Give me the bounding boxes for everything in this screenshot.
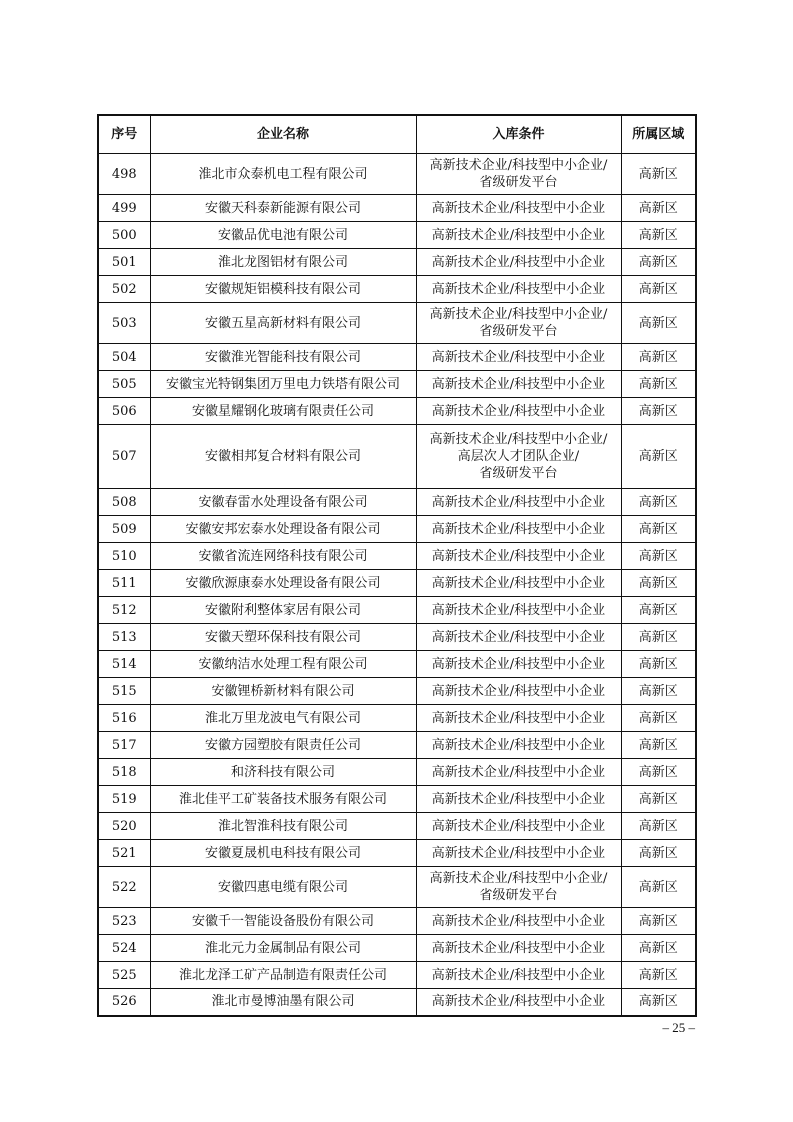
criteria-line: 高新技术企业/科技型中小企业 <box>431 994 606 1010</box>
cell-admission-criteria <box>416 570 621 597</box>
cell-company-name: 安徽四惠电缆有限公司 <box>150 867 416 908</box>
cell-serial: 509 <box>98 516 150 543</box>
cell-admission-criteria <box>416 249 621 276</box>
cell-region: 高新区 <box>621 276 696 303</box>
cell-region: 高新区 <box>621 371 696 398</box>
cell-admission-criteria <box>416 867 621 908</box>
table-row <box>98 344 696 371</box>
cell-serial: 511 <box>98 570 150 597</box>
criteria-line: 高新技术企业/科技型中小企业 <box>431 200 606 216</box>
cell-region: 高新区 <box>621 908 696 935</box>
cell-region: 高新区 <box>621 195 696 222</box>
cell-company-name: 安徽安邦宏泰水处理设备有限公司 <box>150 516 416 543</box>
criteria-line: 高新技术企业/科技型中小企业 <box>431 913 606 929</box>
cell-admission-criteria <box>416 908 621 935</box>
cell-company-name: 安徽千一智能设备股份有限公司 <box>150 908 416 935</box>
cell-admission-criteria <box>416 624 621 651</box>
table-header-row <box>98 115 696 154</box>
cell-admission-criteria <box>416 195 621 222</box>
cell-company-name: 淮北佳平工矿装备技术服务有限公司 <box>150 786 416 813</box>
cell-company-name: 安徽品优电池有限公司 <box>150 222 416 249</box>
table-row <box>98 732 696 759</box>
table-row <box>98 425 696 489</box>
cell-region: 高新区 <box>621 732 696 759</box>
table-body <box>98 154 696 1016</box>
criteria-line: 省级研发平台 <box>479 466 558 481</box>
cell-region: 高新区 <box>621 786 696 813</box>
criteria-line: 高新技术企业/科技型中小企业 <box>431 791 606 807</box>
criteria-line: 高新技术企业/科技型中小企业 <box>431 281 606 297</box>
cell-admission-criteria <box>416 597 621 624</box>
cell-region: 高新区 <box>621 222 696 249</box>
cell-serial: 526 <box>98 989 150 1016</box>
cell-region: 高新区 <box>621 543 696 570</box>
criteria-line: 高新技术企业/科技型中小企业 <box>431 764 606 780</box>
cell-company-name: 安徽淮光智能科技有限公司 <box>150 344 416 371</box>
cell-admission-criteria <box>416 732 621 759</box>
table-row <box>98 398 696 425</box>
table-row <box>98 624 696 651</box>
cell-admission-criteria <box>416 813 621 840</box>
table-row <box>98 154 696 195</box>
cell-company-name: 淮北市曼博油墨有限公司 <box>150 989 416 1016</box>
cell-region: 高新区 <box>621 398 696 425</box>
cell-region: 高新区 <box>621 840 696 867</box>
cell-region: 高新区 <box>621 154 696 195</box>
criteria-line: 高新技术企业/科技型中小企业/ <box>429 307 608 322</box>
cell-admission-criteria <box>416 705 621 732</box>
cell-serial: 523 <box>98 908 150 935</box>
cell-admission-criteria <box>416 344 621 371</box>
table-row <box>98 570 696 597</box>
table-row <box>98 813 696 840</box>
cell-region: 高新区 <box>621 570 696 597</box>
table-row <box>98 195 696 222</box>
table-row <box>98 989 696 1016</box>
criteria-line: 高新技术企业/科技型中小企业 <box>431 575 606 591</box>
cell-serial: 516 <box>98 705 150 732</box>
cell-serial: 510 <box>98 543 150 570</box>
cell-admission-criteria <box>416 398 621 425</box>
cell-company-name: 安徽宝光特钢集团万里电力铁塔有限公司 <box>150 371 416 398</box>
cell-serial: 522 <box>98 867 150 908</box>
cell-admission-criteria <box>416 222 621 249</box>
cell-region: 高新区 <box>621 962 696 989</box>
cell-serial: 519 <box>98 786 150 813</box>
header-company-name: 企业名称 <box>150 115 416 154</box>
criteria-line: 高新技术企业/科技型中小企业 <box>431 845 606 861</box>
criteria-line: 高新技术企业/科技型中小企业/ <box>429 432 608 447</box>
cell-serial: 502 <box>98 276 150 303</box>
criteria-line: 高新技术企业/科技型中小企业 <box>431 376 606 392</box>
cell-serial: 517 <box>98 732 150 759</box>
cell-company-name: 安徽天塑环保科技有限公司 <box>150 624 416 651</box>
header-region: 所属区域 <box>621 115 696 154</box>
criteria-line: 省级研发平台 <box>479 175 558 190</box>
cell-region: 高新区 <box>621 344 696 371</box>
cell-serial: 524 <box>98 935 150 962</box>
cell-region: 高新区 <box>621 651 696 678</box>
cell-region: 高新区 <box>621 989 696 1016</box>
table-row <box>98 249 696 276</box>
cell-region: 高新区 <box>621 867 696 908</box>
criteria-line: 高新技术企业/科技型中小企业 <box>431 656 606 672</box>
cell-region: 高新区 <box>621 678 696 705</box>
cell-admission-criteria <box>416 303 621 344</box>
criteria-line: 高新技术企业/科技型中小企业 <box>431 548 606 564</box>
cell-company-name: 安徽附利整体家居有限公司 <box>150 597 416 624</box>
table-row <box>98 371 696 398</box>
cell-serial: 504 <box>98 344 150 371</box>
cell-company-name: 安徽规矩铝模科技有限公司 <box>150 276 416 303</box>
cell-serial: 506 <box>98 398 150 425</box>
criteria-line: 高新技术企业/科技型中小企业 <box>431 494 606 510</box>
table-row <box>98 962 696 989</box>
criteria-line: 高层次人才团队企业/ <box>457 449 580 464</box>
criteria-line: 高新技术企业/科技型中小企业 <box>431 227 606 243</box>
cell-serial: 503 <box>98 303 150 344</box>
cell-region: 高新区 <box>621 303 696 344</box>
cell-company-name: 安徽相邦复合材料有限公司 <box>150 425 416 489</box>
cell-region: 高新区 <box>621 425 696 489</box>
table-row <box>98 867 696 908</box>
table-row <box>98 597 696 624</box>
cell-company-name: 安徽五星高新材料有限公司 <box>150 303 416 344</box>
cell-serial: 512 <box>98 597 150 624</box>
criteria-line: 高新技术企业/科技型中小企业 <box>431 521 606 537</box>
enterprise-table <box>97 114 697 1017</box>
criteria-line: 省级研发平台 <box>479 324 558 339</box>
cell-admission-criteria <box>416 840 621 867</box>
cell-company-name: 安徽欣源康泰水处理设备有限公司 <box>150 570 416 597</box>
criteria-line: 高新技术企业/科技型中小企业/ <box>429 871 608 886</box>
criteria-line: 高新技术企业/科技型中小企业 <box>431 629 606 645</box>
cell-company-name: 淮北龙图铝材有限公司 <box>150 249 416 276</box>
table-row <box>98 303 696 344</box>
cell-admission-criteria <box>416 759 621 786</box>
cell-serial: 507 <box>98 425 150 489</box>
criteria-line: 高新技术企业/科技型中小企业 <box>431 737 606 753</box>
cell-serial: 515 <box>98 678 150 705</box>
table-row <box>98 276 696 303</box>
cell-serial: 521 <box>98 840 150 867</box>
table-row <box>98 935 696 962</box>
criteria-line: 高新技术企业/科技型中小企业 <box>431 254 606 270</box>
cell-company-name: 淮北智淮科技有限公司 <box>150 813 416 840</box>
cell-serial: 520 <box>98 813 150 840</box>
cell-admission-criteria <box>416 489 621 516</box>
cell-admission-criteria <box>416 276 621 303</box>
cell-company-name: 安徽纳洁水处理工程有限公司 <box>150 651 416 678</box>
cell-company-name: 淮北市众泰机电工程有限公司 <box>150 154 416 195</box>
cell-company-name: 安徽夏晟机电科技有限公司 <box>150 840 416 867</box>
cell-admission-criteria <box>416 786 621 813</box>
cell-region: 高新区 <box>621 813 696 840</box>
criteria-line: 高新技术企业/科技型中小企业 <box>431 602 606 618</box>
cell-company-name: 安徽春雷水处理设备有限公司 <box>150 489 416 516</box>
cell-serial: 500 <box>98 222 150 249</box>
cell-serial: 508 <box>98 489 150 516</box>
criteria-line: 高新技术企业/科技型中小企业 <box>431 818 606 834</box>
cell-region: 高新区 <box>621 935 696 962</box>
cell-region: 高新区 <box>621 705 696 732</box>
table-row <box>98 786 696 813</box>
cell-company-name: 淮北元力金属制品有限公司 <box>150 935 416 962</box>
table-row <box>98 543 696 570</box>
cell-serial: 501 <box>98 249 150 276</box>
cell-serial: 499 <box>98 195 150 222</box>
cell-admission-criteria <box>416 935 621 962</box>
cell-company-name: 安徽天科泰新能源有限公司 <box>150 195 416 222</box>
cell-admission-criteria <box>416 516 621 543</box>
cell-region: 高新区 <box>621 516 696 543</box>
cell-admission-criteria <box>416 425 621 489</box>
table-row <box>98 651 696 678</box>
cell-serial: 505 <box>98 371 150 398</box>
cell-company-name: 安徽锂桥新材料有限公司 <box>150 678 416 705</box>
cell-company-name: 安徽方园塑胶有限责任公司 <box>150 732 416 759</box>
cell-company-name: 和济科技有限公司 <box>150 759 416 786</box>
header-serial: 序号 <box>98 115 150 154</box>
criteria-line: 省级研发平台 <box>479 888 558 903</box>
table-row <box>98 840 696 867</box>
criteria-line: 高新技术企业/科技型中小企业 <box>431 403 606 419</box>
cell-region: 高新区 <box>621 249 696 276</box>
cell-region: 高新区 <box>621 489 696 516</box>
criteria-line: 高新技术企业/科技型中小企业 <box>431 940 606 956</box>
cell-region: 高新区 <box>621 624 696 651</box>
table-row <box>98 908 696 935</box>
cell-admission-criteria <box>416 962 621 989</box>
criteria-line: 高新技术企业/科技型中小企业 <box>431 967 606 983</box>
cell-company-name: 淮北龙泽工矿产品制造有限责任公司 <box>150 962 416 989</box>
table-row <box>98 489 696 516</box>
cell-admission-criteria <box>416 543 621 570</box>
cell-region: 高新区 <box>621 759 696 786</box>
cell-serial: 513 <box>98 624 150 651</box>
table-row <box>98 222 696 249</box>
header-admission-criteria: 入库条件 <box>416 115 621 154</box>
cell-admission-criteria <box>416 678 621 705</box>
cell-company-name: 安徽省流连网络科技有限公司 <box>150 543 416 570</box>
criteria-line: 高新技术企业/科技型中小企业 <box>431 683 606 699</box>
table-row <box>98 516 696 543</box>
table-row <box>98 759 696 786</box>
cell-admission-criteria <box>416 154 621 195</box>
criteria-line: 高新技术企业/科技型中小企业 <box>431 710 606 726</box>
cell-serial: 514 <box>98 651 150 678</box>
cell-serial: 525 <box>98 962 150 989</box>
criteria-line: 高新技术企业/科技型中小企业/ <box>429 158 608 173</box>
cell-admission-criteria <box>416 371 621 398</box>
cell-company-name: 安徽星耀钢化玻璃有限责任公司 <box>150 398 416 425</box>
table-row <box>98 678 696 705</box>
cell-serial: 498 <box>98 154 150 195</box>
cell-admission-criteria <box>416 989 621 1016</box>
cell-company-name: 淮北万里龙波电气有限公司 <box>150 705 416 732</box>
cell-serial: 518 <box>98 759 150 786</box>
cell-admission-criteria <box>416 651 621 678</box>
table-row <box>98 705 696 732</box>
criteria-line: 高新技术企业/科技型中小企业 <box>431 349 606 365</box>
cell-region: 高新区 <box>621 597 696 624</box>
page-number: – 25 – <box>662 1020 695 1035</box>
